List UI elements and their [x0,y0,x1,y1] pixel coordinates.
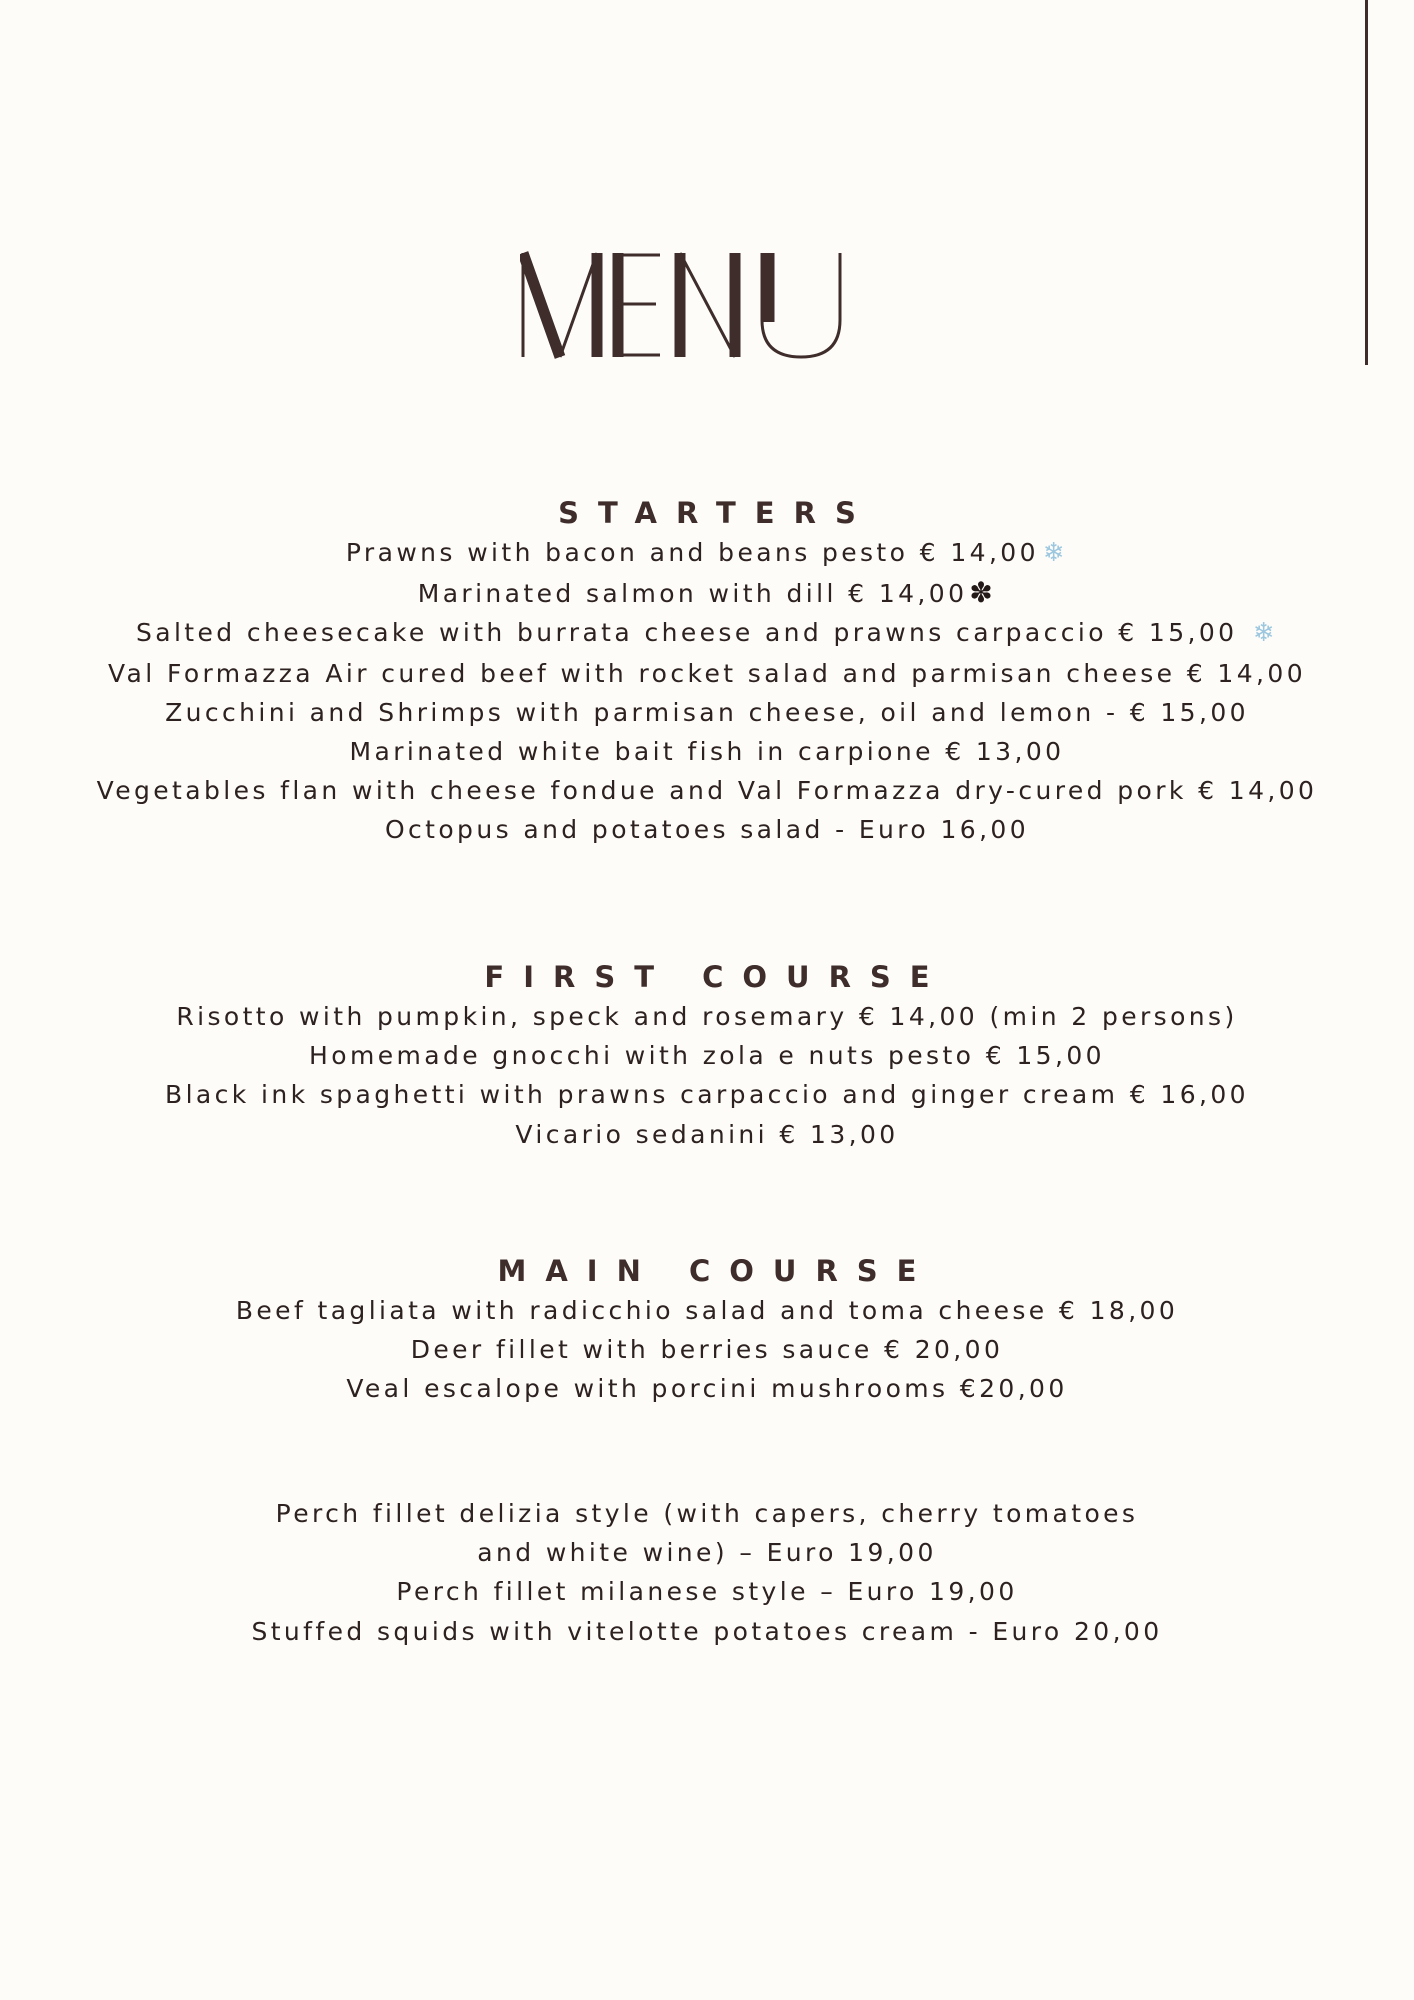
menu-item [0,1369,1414,1408]
menu-item [0,1075,1414,1114]
fish-list [0,1494,1414,1651]
main-course-list [0,1291,1414,1409]
menu-logo [520,240,890,370]
menu-item [0,613,1414,653]
menu-item [0,1572,1414,1611]
snowflake-icon: ❄ [1252,618,1279,649]
menu-item-text: Prawns with bacon and beans pesto € 14,00 [345,538,1039,567]
menu-item-text: Salted cheesecake with burrata cheese and prawns carpaccio € 15,00 [135,618,1249,648]
menu-item [0,1036,1414,1075]
menu-item [0,1612,1414,1651]
fish-section [0,1494,1414,1651]
menu-item-text: Risotto with pumpkin, speck and rosemary € 14,00 (min 2 persons) [176,1002,1238,1031]
menu-item [0,693,1414,732]
menu-item-text: Vicario sedanini € 13,00 [515,1119,899,1149]
menu-item [0,1291,1414,1330]
menu-item-text: Deer fillet with berries sauce € 20,00 [410,1335,1004,1365]
menu-item-text: Zucchini and Shrimps with parmisan cheese, oil and lemon - € 15,00 [165,697,1249,727]
menu-item [0,1115,1414,1154]
menu-item [0,732,1414,771]
menu-item-text: Marinated white bait fish in carpione € 13,00 [349,737,1065,767]
menu-item-text: and white wine) – Euro 19,00 [477,1538,937,1568]
first-course-heading: FIRST COURSE [484,960,949,994]
menu-item-text: Veal escalope with porcini mushrooms €20,00 [346,1374,1068,1404]
first-course-list [0,997,1414,1154]
menu-item-text: Homemade gnocchi with zola e nuts pesto € 15,00 [309,1041,1105,1071]
menu-item-text: Vegetables flan with cheese fondue and Val Formazza dry-cured pork € 14,00 [96,776,1318,806]
menu-item-text: Beef tagliata with radicchio salad and toma cheese € 18,00 [235,1296,1179,1325]
starters-section [0,493,1414,850]
menu-item [0,810,1414,849]
first-course-section [0,957,1414,1154]
menu-item [0,771,1414,810]
menu-item [0,573,1414,613]
decorative-vertical-line [1365,0,1368,365]
menu-item-text: Perch fillet milanese style – Euro 19,00 [396,1577,1018,1607]
flower-icon: ✽ [969,576,997,610]
menu-item-text: Perch fillet delizia style (with capers, cherry tomatoes [275,1499,1139,1528]
main-course-section [0,1251,1414,1409]
menu-item-text: Stuffed squids with vitelotte potatoes cream - Euro 20,00 [251,1616,1163,1646]
menu-item [0,654,1414,693]
menu-item-text: Val Formazza Air cured beef with rocket salad and parmisan cheese € 14,00 [107,658,1307,688]
snowflake-icon: ❄ [1042,538,1069,568]
menu-item-text: Octopus and potatoes salad - Euro 16,00 [384,815,1030,845]
starters-list [0,533,1414,850]
menu-item [0,1494,1414,1533]
menu-item-text: Black ink spaghetti with prawns carpaccio and ginger cream € 16,00 [165,1080,1249,1110]
menu-item-text: Marinated salmon with dill € 14,00 [417,579,968,609]
main-course-heading: MAIN COURSE [497,1254,936,1288]
menu-item [0,1533,1414,1572]
starters-heading: STARTERS [558,496,875,530]
menu-item [0,1330,1414,1369]
menu-item [0,533,1414,573]
menu-item [0,997,1414,1036]
